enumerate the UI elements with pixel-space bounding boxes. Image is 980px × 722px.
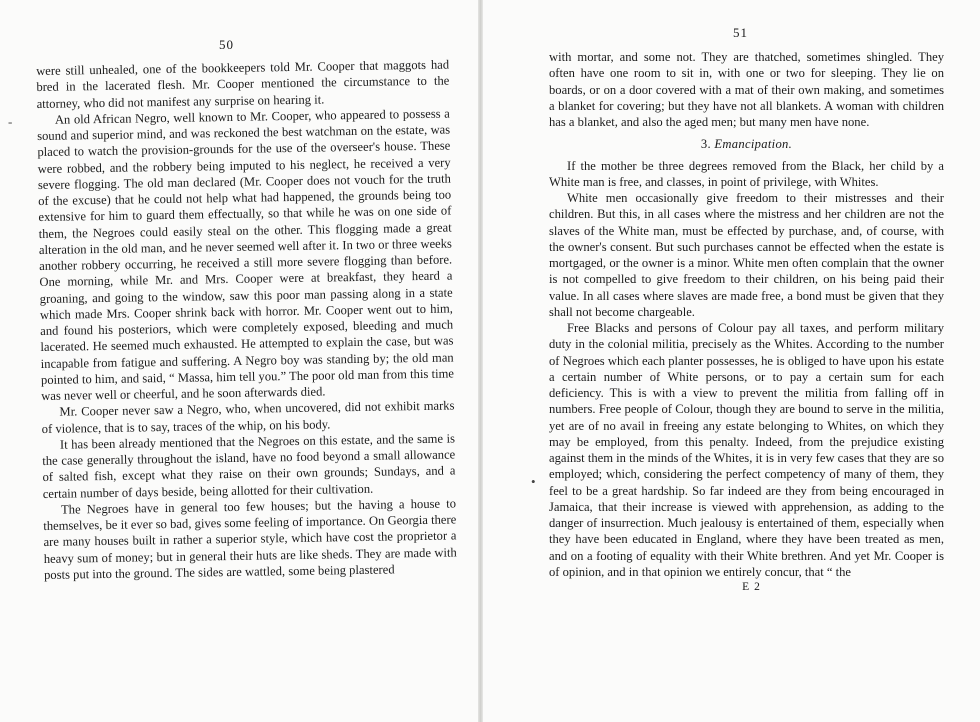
left-page-text (36, 57, 457, 583)
margin-dot-mark: • (531, 474, 536, 489)
paragraph: were still unhealed, one of the bookkeepers told Mr. Cooper that maggots had bred in the lacerated flesh. Mr. Cooper mentioned the circumstance to the attorney, who did not manifest any surprise on hearing it. (36, 57, 450, 111)
paragraph: with mortar, and some not. They are thatched, sometimes shingled. They often have one room to sit in, with one or two for sleeping. They lie on boards, or on a door covered with a mat of their own making, and sometimes a blanket for covering; but they have not all blankets. A woman with children has a blanket, and also the aged men; but many men have none. (549, 50, 944, 129)
paragraph: White men occasionally give freedom to their mistresses and their children. But this, in all cases where the mistress and her children are not the slaves of the White man, must be effected by purchase, and, of course, with the owner's consent. But such purchases cannot be effected when the estate is mortgaged, or the owner is a minor. White men often complain that the owner is not compelled to give freedom to their children, on his being paid their value. In all cases where slaves are made free, a bond must be given that they shall not become chargeable. (549, 191, 944, 319)
paragraph: Free Blacks and persons of Colour pay all taxes, and perform military duty in the colonial militia, precisely as the Whites. According to the number of Negroes which each planter possesses, he is obliged to have upon his estate a certain number of White persons, or to pay a certain sum for each deficiency. This is with a view to prevent the militia from falling off in numbers. Free people of Colour, though they are bound to serve in the militia, yet are of no avail in freeing any estate belonging to Whites, on which they may be employed, from this penalty. Indeed, from the prejudice existing against them in the minds of the Whites, it is in very few cases that they are so employed; which, considering the perfect competency of many of them, they feel to be a great hardship. So far indeed are they from being encouraged in Jamaica, that their increase is viewed with apprehension, as adding to the danger of insurrection. Much jealousy is entertained of them, especially when they have been educated in England, where they have been treated as men, and on a footing of equality with their White brethren. And yet Mr. Cooper is of opinion, and in that opinion we entirely concur, that “ the (549, 321, 944, 579)
page-number-left: 50 (219, 37, 234, 52)
page-number-right: 51 (733, 25, 748, 40)
paragraph: Mr. Cooper never saw a Negro, who, when uncovered, did not exhibit marks of violence, that is to say, traces of the whip, on his body. (41, 398, 455, 436)
section-title: Emancipation. (714, 137, 793, 152)
paragraph: An old African Negro, well known to Mr. Cooper, who appeared to possess a sound and superior mind, and was reckoned the best watchman on the estate, was placed to watch the provision-grounds for the use of the overseer's house. These were robbed, and the robbery being imputed to his neglect, he received a very severe flogging. The old man declared (Mr. Cooper does not vouch for the truth of the excuse) that he could not help what had happened, the grounds being too extensive for him to guard them effectually, so that while he was on one side of them, the Negroes could easily steal on the other. This flogging made a great alteration in the old man, and he never seemed well after it. In two or three weeks another robbery occurring, he received a still more severe flogging than before. One morning, while Mr. and Mrs. Cooper were at breakfast, they heard a groaning, and going to the window, saw this poor man passing along in a state which made Mrs. Cooper shrink back with horror. Mr. Cooper went out to him, and found his posteriors, which were completely exposed, bleeding and much lacerated. He seemed much exhausted. He attempted to explain the case, but was incapable from fatigue and suffering. A Negro boy was standing by; the old man pointed to him, and said, “ Massa, him tell you.” The poor old man from this time was never well or cheerful, and he soon afterwards died. (37, 106, 455, 403)
section-number: 3. (700, 137, 711, 152)
section-heading (549, 136, 944, 152)
left-page (0, 0, 480, 722)
paragraph: It has been already mentioned that the Negroes on this estate, and the same is the case generally throughout the island, have no food beyond a small allowance of salted fish, except what they raise on their own grounds; Sundays, and a certain number of days beside, being allotted for their cultivation. (42, 431, 456, 501)
paragraph: If the mother be three degrees removed from the Black, her child by a White man is free, and classes, in point of privilege, with Whites. (549, 158, 944, 189)
right-page (482, 0, 980, 722)
right-page-text (549, 49, 944, 595)
signature-mark: E 2 (742, 581, 761, 593)
paragraph: The Negroes have in general too few houses; but the having a house to themselves, be it ever so bad, gives some feeling of importance. On Georgia there are many houses built in rather a superior style, which have cost the proprietor a heavy sum of money; but in general their huts are like sheds. They are made with posts put into the ground. The sides are wattled, some being plastered (43, 496, 457, 582)
margin-dash-mark: - (8, 114, 13, 129)
